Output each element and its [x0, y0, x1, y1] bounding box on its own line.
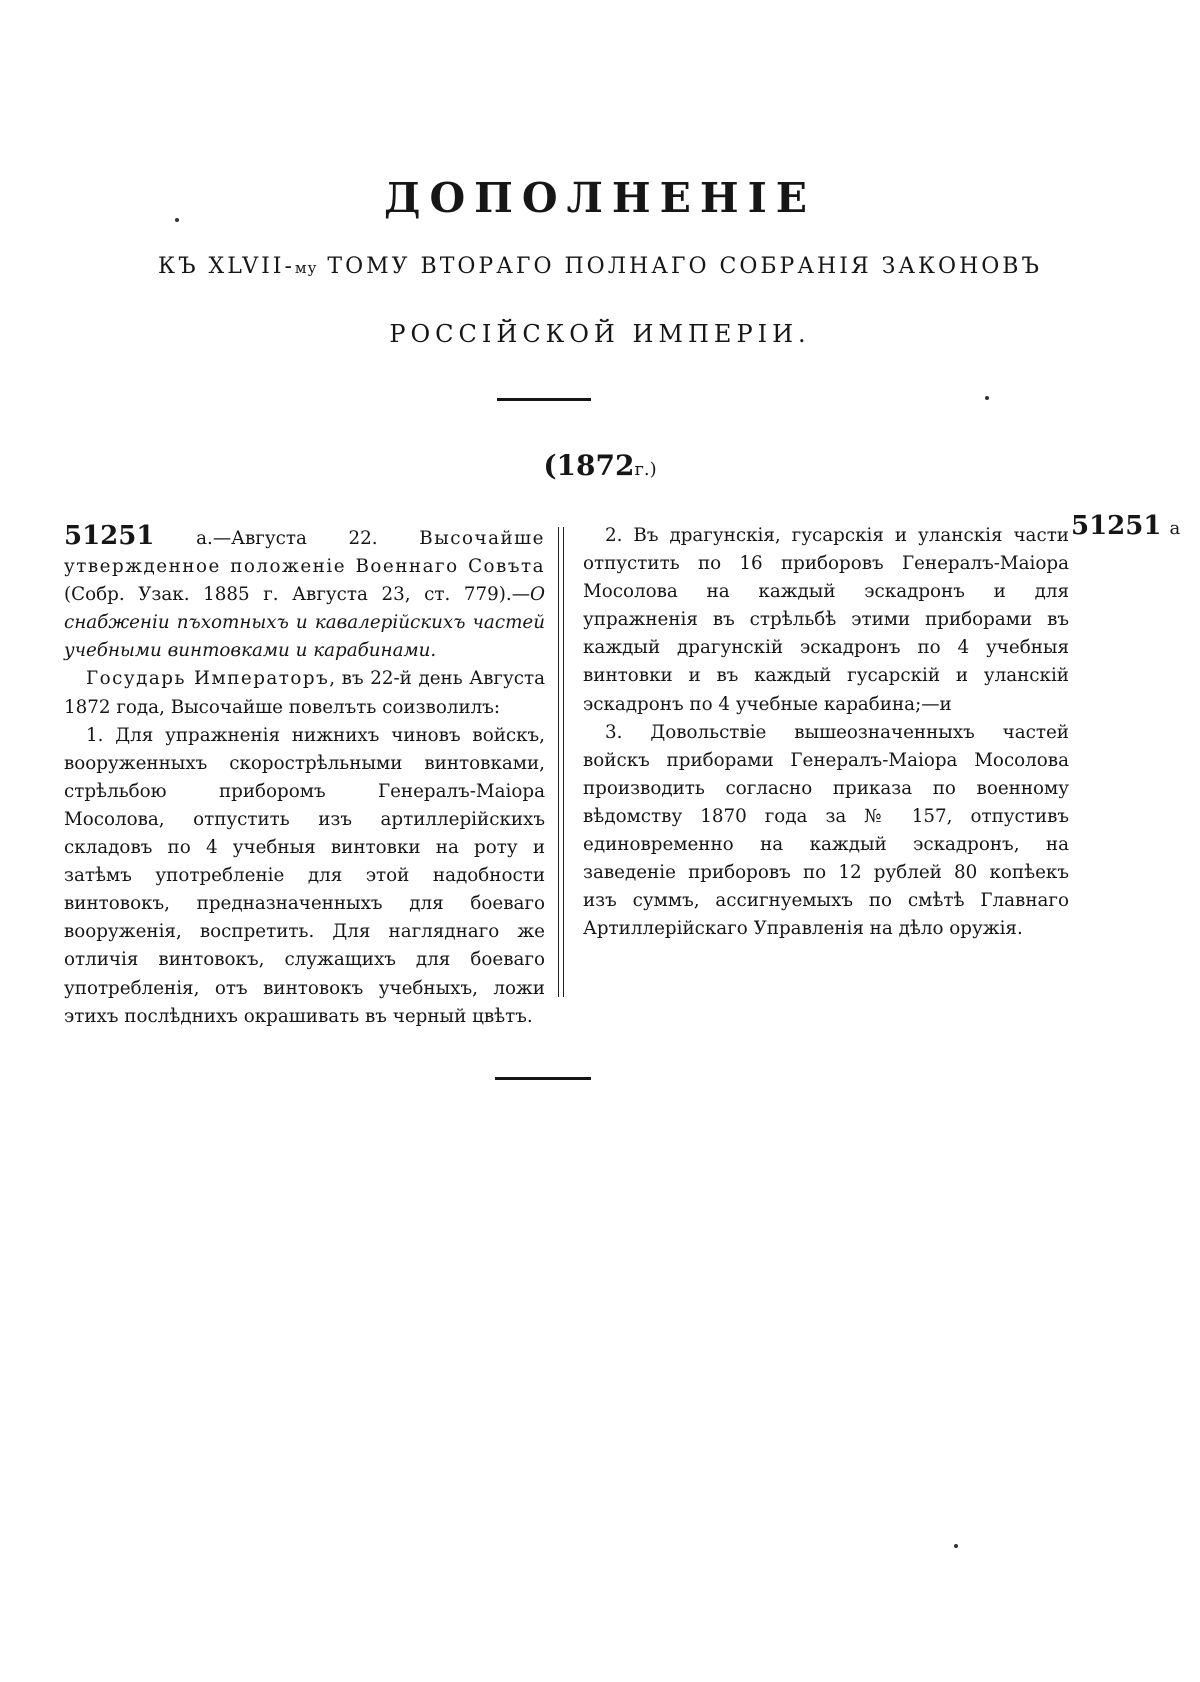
article-heading: [64, 522, 545, 665]
top-divider: [497, 398, 591, 401]
article-subject: О снабженіи пъхотныхъ и кавалерійскихъ частей учебными винтовками и карабинами.: [64, 584, 545, 662]
document-subtitle: [0, 252, 1200, 283]
document-title: ДОПОЛНЕНІЕ: [383, 174, 816, 222]
margin-number: 51251: [1071, 511, 1162, 541]
bottom-divider: [495, 1077, 591, 1080]
scan-speck: [954, 1544, 958, 1548]
subtitle-suffix: му: [294, 259, 318, 277]
intro-sovereign: Государь Императоръ: [86, 668, 330, 690]
article-item-1: 1. Для упражненія нижнихъ чиновъ войскъ, вооруженныхъ скорострѣльными винтовками, стрѣльбою приборомъ Генералъ-Маіора Мосолова, отпустить изъ артиллерійскихъ складовъ по 4 учебныя винтовки на роту и затѣмъ употребленіе для этой надобности винтовокъ, предназначенныхъ для боеваго вооруженія, воспретить. Для нагляднаго же отличія винтовокъ, служащихъ для боеваго употребленія, отъ винтовокъ учебныхъ, ложи этихъ послѣднихъ окрашивать въ черный цвѣтъ.: [64, 724, 545, 1027]
year-value: (1872: [543, 449, 635, 482]
subtitle-post: ТОМУ ВТОРАГО ПОЛНАГО СОБРАНІЯ ЗАКОНОВЪ: [317, 254, 1042, 279]
subtitle-pre: КЪ XLVII-: [158, 254, 295, 279]
article-letter: а: [196, 528, 208, 549]
year-heading: [0, 448, 1200, 488]
year-suffix: г.): [634, 459, 657, 480]
scan-speck: [985, 396, 989, 400]
article-date: .—Августа 22.: [207, 528, 420, 549]
document-subtitle-empire: РОССІЙСКОЙ ИМПЕРІИ.: [389, 320, 811, 348]
article-intro: [64, 665, 545, 721]
intro-rest: , въ 22-й день Августа 1872 года, Высочайше повелъть соизволилъ:: [64, 668, 545, 718]
article-reference: (Собр. Узак. 1885 г. Августа 23, ст. 779).—: [64, 584, 530, 606]
article-item-2: 2. Въ драгунскія, гусарскія и уланскія части отпустить по 16 приборовъ Генералъ-Маіора Мосолова на каждый эскадронъ и для упражненія въ стрѣльбѣ этими приборами въ каждый драгунскій эскадронъ по 4 учебныя винтовки и въ каждый гусарскій и уланскій эскадронъ по 4 учебные карабина;—и: [583, 525, 1069, 715]
column-separator: [558, 527, 564, 997]
margin-letter: а: [1169, 518, 1181, 539]
scan-speck: [175, 218, 179, 222]
article-item-3: 3. Довольствіе вышеозначенныхъ частей войскъ приборами Генералъ-Маіора Мосолова производить согласно приказа по военному вѣдомству 1870 года за № 157, отпустивъ единовременно на каждый эскадронъ, на заведеніе приборовъ по 12 рублей 80 копѣекъ изъ суммъ, ассигнуемыхъ по смѣтѣ Главнаго Артиллерійскаго Управленія на дѣло оружія.: [583, 721, 1069, 940]
article-heading-spaced: Высочайше утвержденное положеніе Военнаго Совъта: [64, 528, 545, 578]
article-number: 51251: [64, 521, 155, 551]
margin-article-number: [1071, 511, 1180, 541]
right-column: [583, 522, 1069, 943]
left-column: [64, 522, 545, 1031]
